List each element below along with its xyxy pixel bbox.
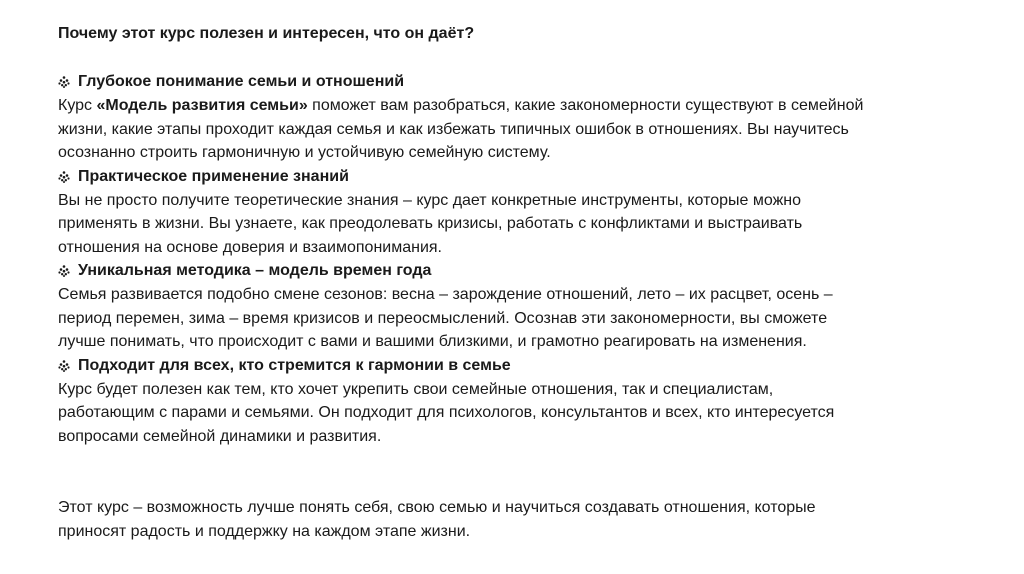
diamond-bullet-icon <box>58 360 70 372</box>
body-text: осознанно строить гармоничную и устойчивую семейную систему. <box>58 144 551 161</box>
body-line <box>58 378 958 402</box>
spacer <box>58 448 958 496</box>
body-text: отношения на основе доверия и взаимопонимания. <box>58 238 442 256</box>
section-heading-text: Глубокое понимание семьи и отношений <box>78 73 405 90</box>
course-name: «Модель развития семьи» <box>96 97 308 114</box>
body-line <box>58 118 958 142</box>
section <box>58 259 958 354</box>
body-text: вопросами семейной динамики и развития. <box>58 427 382 445</box>
body-text: Семья развивается подобно смене сезонов: весна – зарождение отношений, лето – их расцвет, осень – <box>58 286 833 303</box>
body-line <box>58 236 958 260</box>
body-line <box>58 189 958 213</box>
section-body <box>58 378 958 449</box>
body-text: Вы не просто получите теоретические знания – курс дает конкретные инструменты, которые можно <box>58 191 802 209</box>
conclusion-line: приносят радость и поддержку на каждом этапе жизни. <box>58 522 471 540</box>
body-text: Курс будет полезен как тем, кто хочет укрепить свои семейные отношения, так и специалистам, <box>58 380 774 398</box>
body-line <box>58 94 958 118</box>
conclusion <box>58 496 958 543</box>
slide-content <box>58 22 958 543</box>
body-text: жизни, какие этапы проходит каждая семья и как избежать типичных ошибок в отношениях. Вы научитесь <box>58 120 849 138</box>
section-heading <box>58 259 958 283</box>
page-title: Почему этот курс полезен и интересен, что он даёт? <box>58 25 475 42</box>
body-line <box>58 141 958 165</box>
body-line <box>58 330 958 354</box>
section-heading <box>58 70 958 94</box>
section <box>58 70 958 165</box>
body-line <box>58 401 958 425</box>
section-heading <box>58 354 958 378</box>
section-body <box>58 283 958 354</box>
section <box>58 354 958 449</box>
section-body <box>58 189 958 260</box>
conclusion-line: Этот курс – возможность лучше понять себя, свою семью и научиться создавать отношения, которые <box>58 499 816 516</box>
body-line <box>58 212 958 236</box>
body-text: период перемен, зима – время кризисов и переосмыслений. Осознав эти закономерности, вы сможете <box>58 309 828 327</box>
section <box>58 165 958 260</box>
section-heading-text: Подходит для всех, кто стремится к гармонии в семье <box>78 356 511 374</box>
body-line <box>58 425 958 449</box>
sections-list <box>58 70 958 448</box>
diamond-bullet-icon <box>58 171 70 183</box>
body-text: Курс <box>58 97 97 114</box>
body-text: лучше понимать, что происходит с вами и вашими близкими, и грамотно реагировать на изменения. <box>58 333 807 350</box>
section-heading <box>58 165 958 189</box>
section-body <box>58 94 958 165</box>
body-text: работающим с парами и семьями. Он подходит для психологов, консультантов и всех, кто интересуется <box>58 404 835 421</box>
body-text: применять в жизни. Вы узнаете, как преодолевать кризисы, работать с конфликтами и выстраивать <box>58 215 803 232</box>
spacer <box>58 46 958 70</box>
section-heading-text: Уникальная методика – модель времен года <box>78 262 432 279</box>
body-line <box>58 283 958 307</box>
diamond-bullet-icon <box>58 76 70 88</box>
body-text: поможет вам разобраться, какие закономерности существуют в семейной <box>307 97 864 114</box>
body-line <box>58 307 958 331</box>
diamond-bullet-icon <box>58 265 70 277</box>
section-heading-text: Практическое применение знаний <box>78 167 349 185</box>
